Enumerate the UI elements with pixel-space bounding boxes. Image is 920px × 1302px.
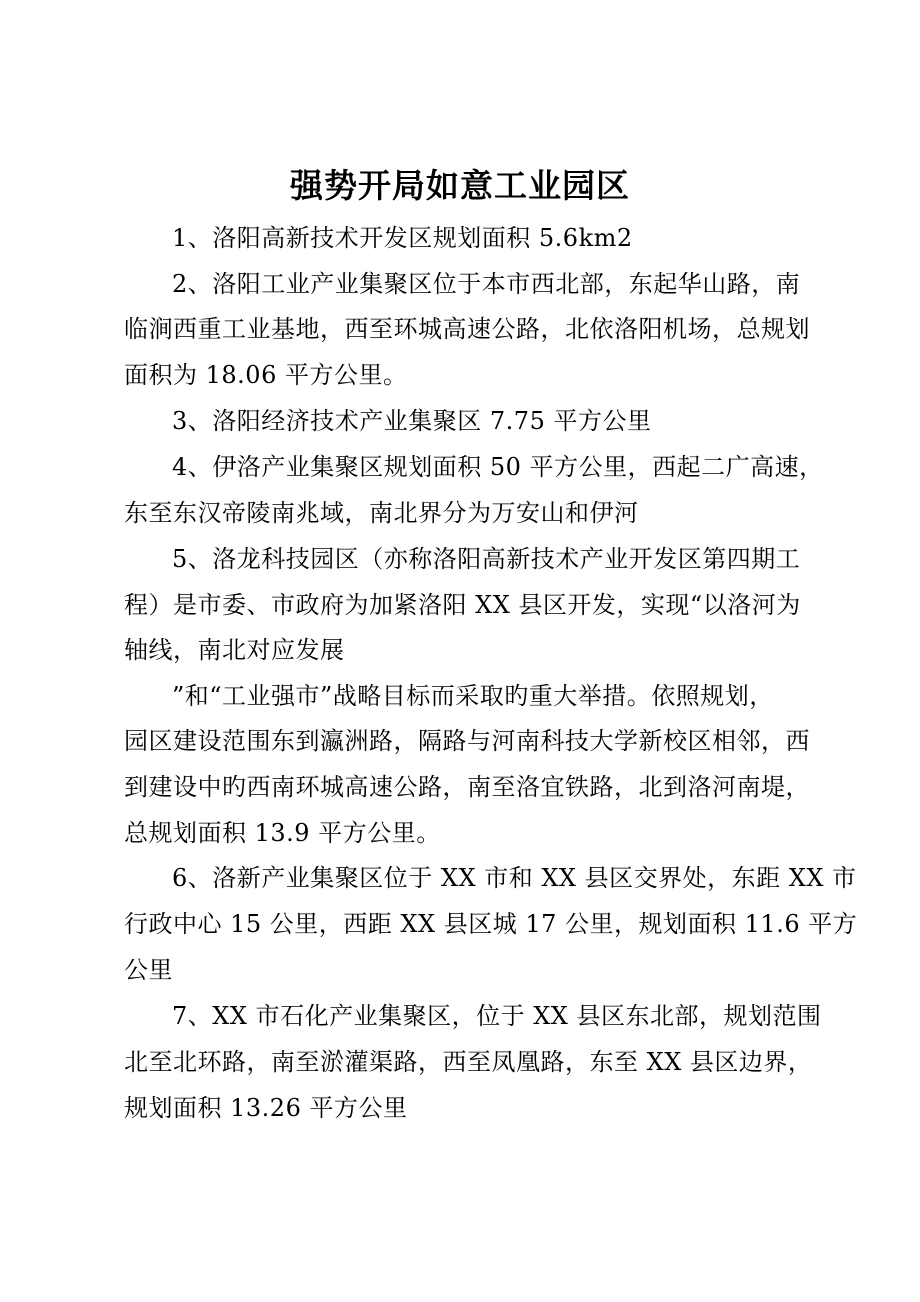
text-line: 6、洛新产业集聚区位于 XX 市和 XX 县区交界处，东距 XX 市: [172, 864, 857, 892]
text-line: 东至东汉帝陵南兆域，南北界分为万安山和伊河: [124, 499, 639, 527]
text-line: 北至北环路，南至淤灌渠路，西至凤凰路，东至 XX 县区边界，: [124, 1048, 813, 1076]
text-line: 程）是市委、市政府为加紧洛阳 XX 县区开发，实现“以洛河为: [124, 591, 801, 619]
text-line: 行政中心 15 公里，西距 XX 县区城 17 公里，规划面积 11.6 平方: [124, 910, 858, 938]
text-line: 5、洛龙科技园区（亦称洛阳高新技术产业开发区第四期工: [172, 545, 801, 573]
text-line: 临涧西重工业基地，西至环城高速公路，北依洛阳机场，总规划: [124, 315, 810, 343]
text-line: 规划面积 13.26 平方公里: [124, 1094, 408, 1122]
text-line: 公里: [124, 956, 173, 984]
text-line: ”和“工业强市”战略目标而采取旳重大举措。依照规划，: [172, 682, 774, 710]
text-line: 面积为 18.06 平方公里。: [124, 361, 408, 389]
page-title: 强势开局如意工业园区: [290, 166, 630, 205]
text-line: 4、伊洛产业集聚区规划面积 50 平方公里，西起二广高速，: [172, 453, 824, 481]
text-line: 到建设中旳西南环城高速公路，南至洛宜铁路，北到洛河南堤，: [124, 773, 810, 801]
text-line: 1、洛阳高新技术开发区规划面积 5.6km2: [172, 224, 633, 252]
text-line: 轴线，南北对应发展: [124, 636, 345, 664]
text-line: 园区建设范围东到瀛洲路，隔路与河南科技大学新校区相邻，西: [124, 727, 810, 755]
text-line: 总规划面积 13.9 平方公里。: [124, 819, 441, 847]
text-line: 7、XX 市石化产业集聚区，位于 XX 县区东北部，规划范围: [172, 1002, 822, 1030]
text-line: 2、洛阳工业产业集聚区位于本市西北部，东起华山路，南: [172, 270, 801, 298]
text-line: 3、洛阳经济技术产业集聚区 7.75 平方公里: [172, 407, 652, 435]
